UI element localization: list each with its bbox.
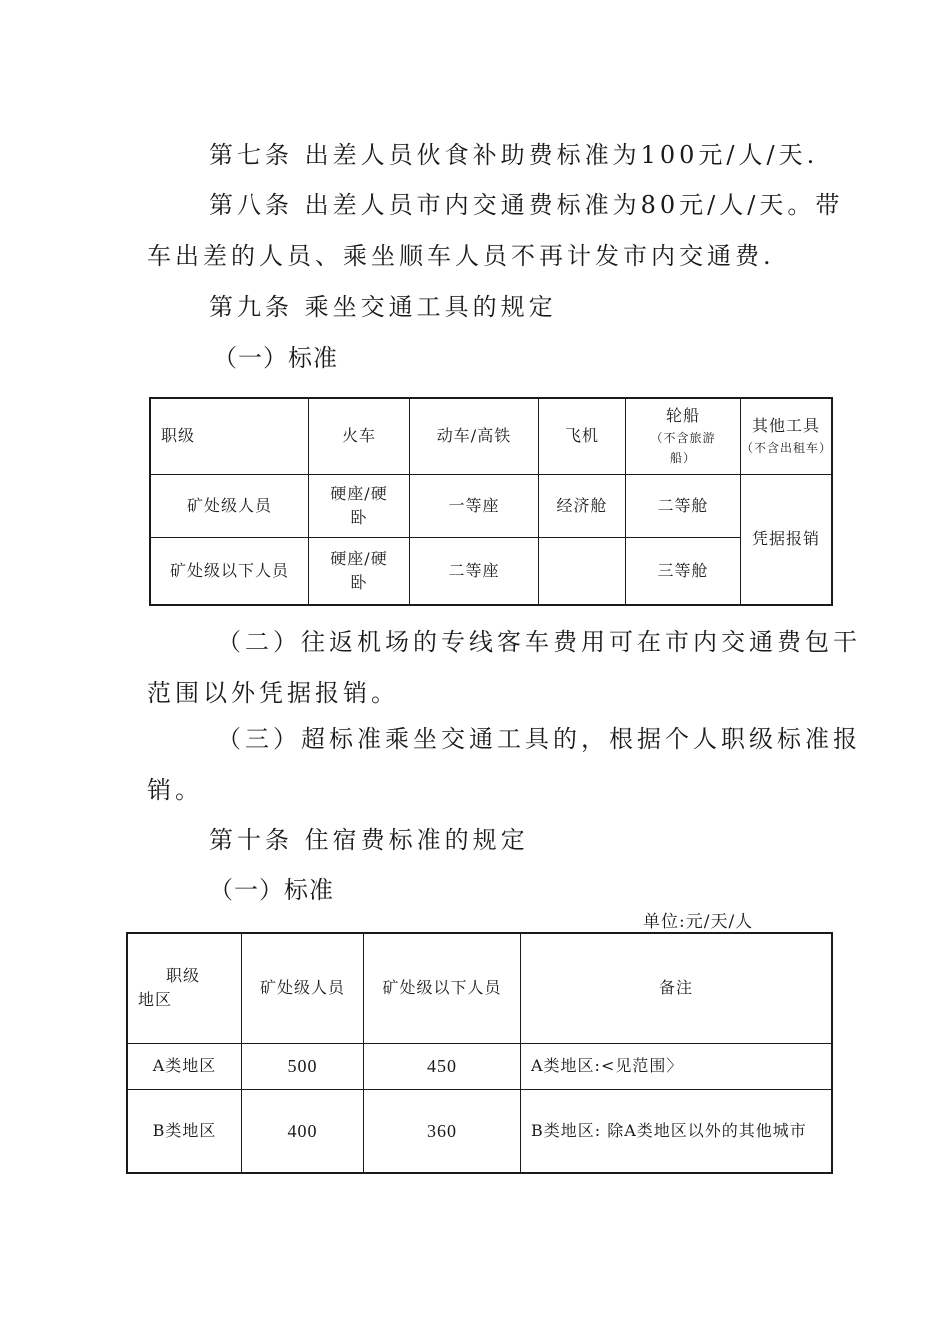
rowA-senior: 500 <box>242 1043 364 1089</box>
header-ship-note: （不含旅游船） <box>650 431 716 466</box>
rowA-junior: 450 <box>364 1043 521 1089</box>
article-10: 第十条 住宿费标准的规定 <box>209 826 529 854</box>
lodging-standard-table <box>126 932 833 1174</box>
row1-rank: 矿处级人员 <box>150 474 309 537</box>
header-rank: 职级 <box>166 966 201 986</box>
header-senior: 矿处级人员 <box>242 933 364 1043</box>
rowB-senior: 400 <box>242 1089 364 1173</box>
article-7: 第七条 出差人员伙食补助费标准为100元/人/天. <box>209 141 819 169</box>
row1-plane: 经济舱 <box>539 474 626 537</box>
article-9: 第九条 乘坐交通工具的规定 <box>209 293 557 321</box>
row2-plane <box>539 537 626 605</box>
header-rank: 职级 <box>150 398 309 474</box>
table-row <box>150 474 832 537</box>
section-1b-heading: （一）标准 <box>209 876 334 904</box>
row2-highspeed: 二等座 <box>410 537 539 605</box>
header-note: 备注 <box>521 933 833 1043</box>
row2-ship: 三等舱 <box>626 537 741 605</box>
rowB-note: B类地区: 除A类地区以外的其他城市 <box>521 1089 833 1173</box>
transport-standard-table <box>149 397 833 606</box>
header-region: 地区 <box>138 990 173 1010</box>
header-train: 火车 <box>309 398 410 474</box>
other-value: 凭据报销 <box>741 474 833 605</box>
header-highspeed: 动车/高铁 <box>410 398 539 474</box>
section-3-line2: 销。 <box>147 776 203 804</box>
header-other-note: （不含出租车） <box>741 441 833 456</box>
section-2-line2: 范围以外凭据报销。 <box>147 679 399 707</box>
article-8-line1: 第八条 出差人员市内交通费标准为80元/人/天。带 <box>209 191 844 219</box>
table-row <box>127 1043 832 1089</box>
table-row <box>150 537 832 605</box>
header-ship <box>626 398 741 474</box>
row1-ship: 二等舱 <box>626 474 741 537</box>
row2-rank: 矿处级以下人员 <box>150 537 309 605</box>
header-rank-region <box>127 933 242 1043</box>
row1-train: 硬座/硬卧 <box>309 474 410 537</box>
header-junior: 矿处级以下人员 <box>364 933 521 1043</box>
header-other-label: 其他工具 <box>751 416 820 436</box>
header-other <box>741 398 833 474</box>
rowA-region: A类地区 <box>127 1043 242 1089</box>
section-1-heading: （一）标准 <box>213 344 338 372</box>
row1-highspeed: 一等座 <box>410 474 539 537</box>
table-row <box>127 1089 832 1173</box>
section-3-line1: （三）超标准乘坐交通工具的，根据个人职级标准报 <box>217 725 861 753</box>
article-8-line2: 车出差的人员、乘坐顺车人员不再计发市内交通费. <box>147 242 775 270</box>
rowB-region: B类地区 <box>127 1089 242 1173</box>
row2-train: 硬座/硬卧 <box>309 537 410 605</box>
section-2-line1: （二）往返机场的专线客车费用可在市内交通费包干 <box>217 628 861 656</box>
unit-label: 单位:元/天/人 <box>643 912 754 932</box>
header-ship-label: 轮船 <box>665 406 700 426</box>
rowB-junior: 360 <box>364 1089 521 1173</box>
header-plane: 飞机 <box>539 398 626 474</box>
rowA-note: A类地区:<见范围〉 <box>521 1043 833 1089</box>
